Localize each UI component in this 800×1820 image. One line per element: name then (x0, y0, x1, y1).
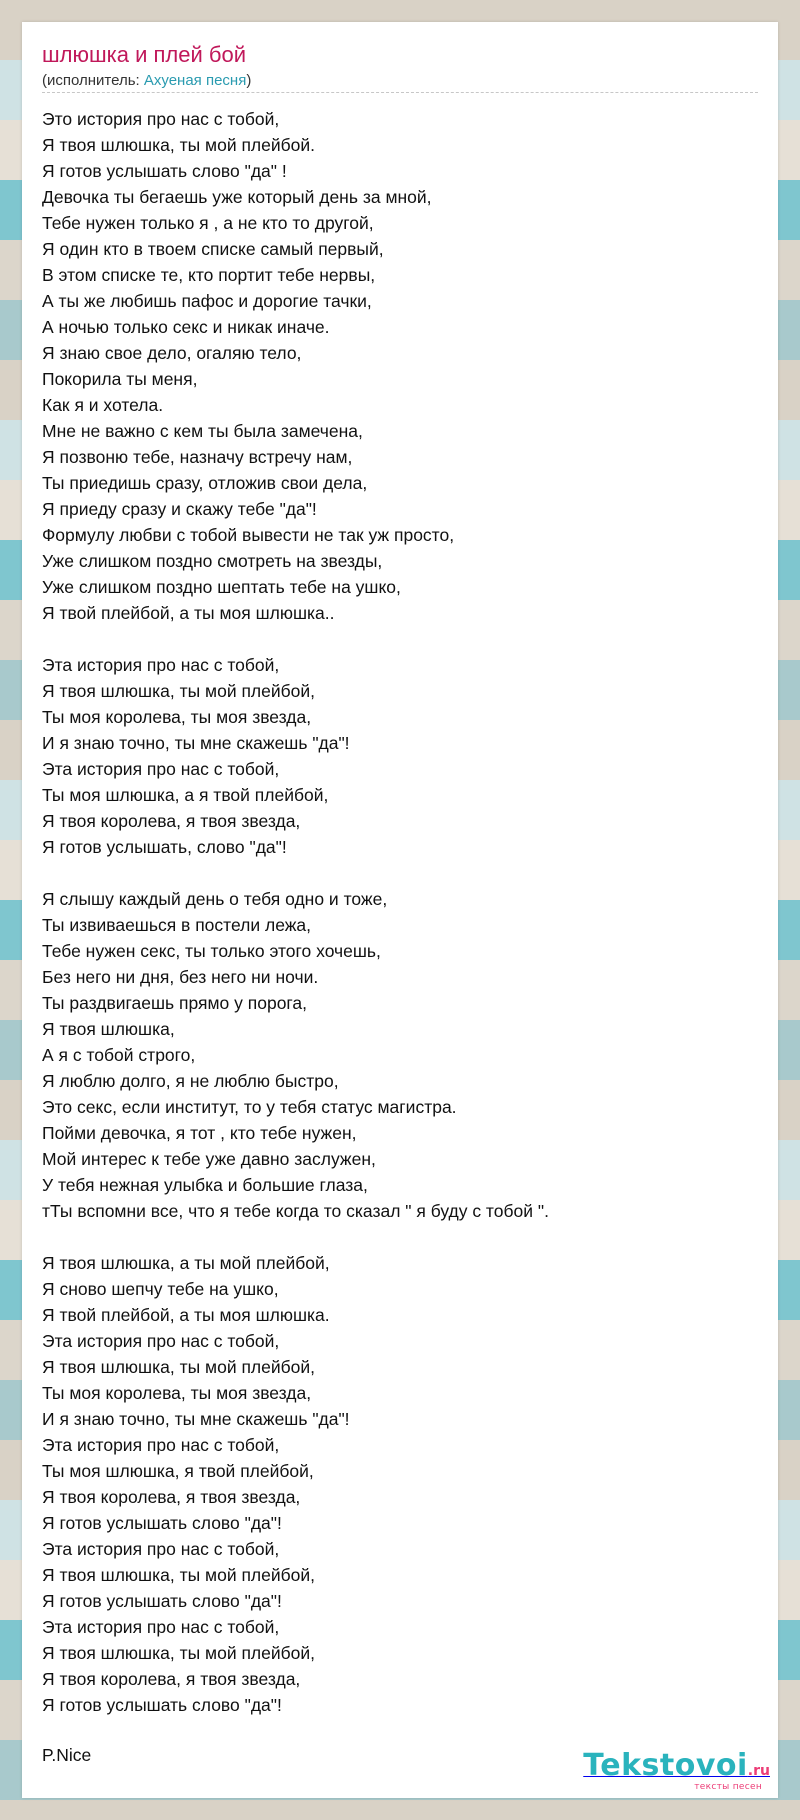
lyric-line: Эта история про нас с тобой, (42, 759, 280, 779)
lyric-line: Я готов услышать, слово "да"! (42, 837, 287, 857)
lyric-line: Эта история про нас с тобой, (42, 1435, 280, 1455)
lyric-line: Я твоя королева, я твоя звезда, (42, 1669, 301, 1689)
lyric-line: Уже слишком поздно шептать тебе на ушко, (42, 577, 401, 597)
lyric-line: Пойми девочка, я тот , кто тебе нужен, (42, 1123, 357, 1143)
lyric-line: Мне не важно с кем ты была замечена, (42, 421, 363, 441)
lyric-line: В этом списке те, кто портит тебе нервы, (42, 265, 376, 285)
lyric-line: Я слышу каждый день о тебя одно и тоже, (42, 889, 388, 909)
divider (42, 92, 758, 93)
song-title: шлюшка и плей бой (42, 42, 247, 67)
artist-link[interactable]: Ахуеная песня (143, 72, 247, 89)
lyric-line: Я сново шепчу тебе на ушко, (42, 1279, 279, 1299)
logo-main-text: Tekstovoi (583, 1748, 748, 1783)
lyrics-text (42, 106, 758, 1718)
lyric-line: Я твоя шлюшка, (42, 1019, 175, 1039)
lyric-line: Ты раздвигаешь прямо у порога, (42, 993, 308, 1013)
lyric-line: Я твоя шлюшка, ты мой плейбой. (42, 135, 316, 155)
lyric-line: Это секс, если институт, то у тебя статус магистра. (42, 1097, 457, 1117)
lyric-line: Я твоя шлюшка, ты мой плейбой, (42, 1643, 316, 1663)
lyric-line: Эта история про нас с тобой, (42, 1331, 280, 1351)
lyric-line: А я с тобой строго, (42, 1045, 196, 1065)
lyric-line: Я позвоню тебе, назначу встречу нам, (42, 447, 353, 467)
lyric-line: Я готов услышать слово "да"! (42, 1513, 282, 1533)
lyric-line: Формулу любви с тобой вывести не так уж просто, (42, 525, 455, 545)
artist-line (42, 72, 251, 90)
lyric-line: Я твоя шлюшка, ты мой плейбой, (42, 681, 316, 701)
lyrics-card (22, 22, 778, 1798)
lyric-line: Я люблю долго, я не люблю быстро, (42, 1071, 339, 1091)
site-logo[interactable] (583, 1748, 770, 1792)
lyric-line: Я твой плейбой, а ты моя шлюшка. (42, 1305, 330, 1325)
lyric-line: Я твоя шлюшка, ты мой плейбой, (42, 1357, 316, 1377)
lyric-line: Я приеду сразу и скажу тебе "да"! (42, 499, 317, 519)
lyric-line: Без него ни дня, без него ни ночи. (42, 967, 319, 987)
lyric-line: Ты моя шлюшка, а я твой плейбой, (42, 785, 329, 805)
lyric-line: И я знаю точно, ты мне скажешь "да"! (42, 1409, 350, 1429)
lyrics-stanza (42, 886, 758, 1224)
lyrics-stanza (42, 652, 758, 860)
lyric-line: А ночью только секс и никак иначе. (42, 317, 330, 337)
lyric-line: Ты извиваешься в постели лежа, (42, 915, 312, 935)
lyric-line: Мой интерес к тебе уже давно заслужен, (42, 1149, 376, 1169)
lyric-line: Я готов услышать слово "да"! (42, 1591, 282, 1611)
lyric-line: Я готов услышать слово "да"! (42, 1695, 282, 1715)
lyric-line: Эта история про нас с тобой, (42, 1539, 280, 1559)
lyric-line: Я твоя королева, я твоя звезда, (42, 811, 301, 831)
lyric-line: Ты приедишь сразу, отложив свои дела, (42, 473, 368, 493)
lyric-line: Я знаю свое дело, огаляю тело, (42, 343, 302, 363)
lyric-line: Я твоя королева, я твоя звезда, (42, 1487, 301, 1507)
lyric-line: Ты моя королева, ты моя звезда, (42, 1383, 312, 1403)
lyrics-stanza (42, 106, 758, 626)
logo-tagline: тексты песен (694, 1782, 762, 1792)
lyric-line: Как я и хотела. (42, 395, 164, 415)
lyric-line: Ты моя шлюшка, я твой плейбой, (42, 1461, 314, 1481)
lyric-line: Тебе нужен только я , а не кто то другой, (42, 213, 374, 233)
lyric-line: Эта история про нас с тобой, (42, 655, 280, 675)
lyric-line: Покорила ты меня, (42, 369, 198, 389)
lyric-line: Это история про нас с тобой, (42, 109, 280, 129)
lyric-line: Я один кто в твоем списке самый первый, (42, 239, 384, 259)
lyric-line: У тебя нежная улыбка и большие глаза, (42, 1175, 368, 1195)
lyrics-stanza (42, 1250, 758, 1718)
lyric-line: Я твой плейбой, а ты моя шлюшка.. (42, 603, 335, 623)
artist-suffix: ) (246, 72, 252, 89)
lyric-line: Эта история про нас с тобой, (42, 1617, 280, 1637)
lyric-line: Ты моя королева, ты моя звезда, (42, 707, 312, 727)
lyric-line: тТы вспомни все, что я тебе когда то сказал " я буду с тобой ". (42, 1201, 549, 1221)
lyric-line: И я знаю точно, ты мне скажешь "да"! (42, 733, 350, 753)
signature: P.Nice (42, 1745, 92, 1765)
lyric-line: Я твоя шлюшка, ты мой плейбой, (42, 1565, 316, 1585)
lyric-line: Я твоя шлюшка, а ты мой плейбой, (42, 1253, 330, 1273)
lyric-line: Тебе нужен секс, ты только этого хочешь, (42, 941, 381, 961)
lyric-line: А ты же любишь пафос и дорогие тачки, (42, 291, 372, 311)
lyric-line: Я готов услышать слово "да" ! (42, 161, 287, 181)
lyric-line: Девочка ты бегаешь уже который день за мной, (42, 187, 432, 207)
logo-tld-text: .ru (747, 1763, 770, 1779)
artist-prefix: (исполнитель: (42, 72, 144, 89)
lyric-line: Уже слишком поздно смотреть на звезды, (42, 551, 383, 571)
